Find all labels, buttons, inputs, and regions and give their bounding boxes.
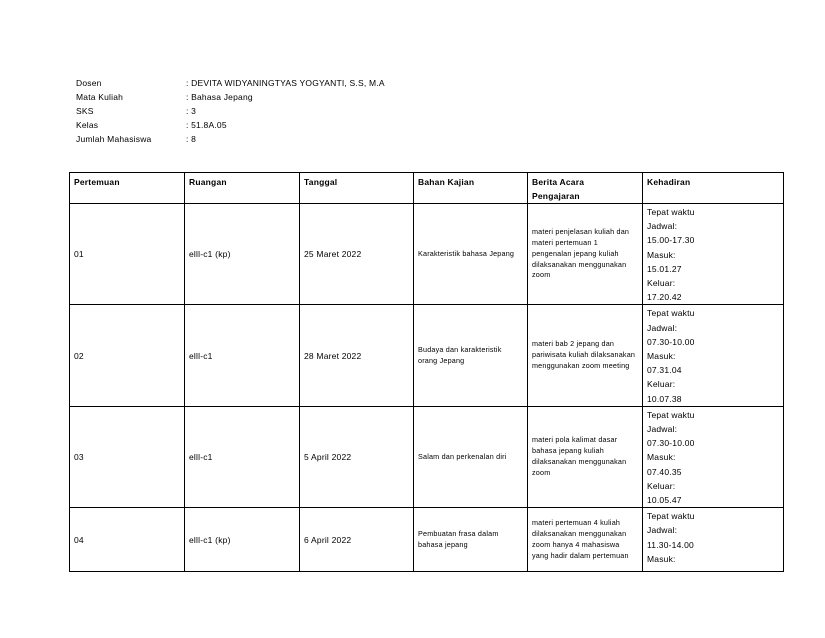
header-pertemuan: Pertemuan xyxy=(70,173,185,204)
info-label: Jumlah Mahasiswa xyxy=(76,134,152,144)
info-row-kelas xyxy=(76,118,385,132)
kehadiran-line: 15.01.27 xyxy=(647,263,682,274)
cell-bahan-kajian: Budaya dan karakteristik orang Jepang xyxy=(414,305,528,406)
berita-text: materi pola kalimat dasar bahasa jepang kuliah dilaksanakan menggunakan zoom xyxy=(532,435,627,477)
cell-kehadiran xyxy=(643,204,784,305)
cell-kehadiran xyxy=(643,305,784,406)
table-row xyxy=(70,508,784,572)
kehadiran-line: 10.07.38 xyxy=(647,393,682,404)
cell-tanggal: 25 Maret 2022 xyxy=(300,204,414,305)
cell-berita-acara xyxy=(528,508,643,572)
info-row-mata-kuliah xyxy=(76,90,385,104)
header-kehadiran: Kehadiran xyxy=(643,173,784,204)
header-berita-line-1: Berita Acara xyxy=(532,177,585,187)
header-berita-acara xyxy=(528,173,643,204)
table-row xyxy=(70,305,784,406)
kehadiran-line: Keluar: xyxy=(647,379,676,390)
kehadiran-line: Jadwal: xyxy=(647,424,678,435)
kehadiran-line: Masuk: xyxy=(647,452,676,463)
kehadiran-line: 07.30-10.00 xyxy=(647,336,695,347)
kehadiran-line: 15.00-17.30 xyxy=(647,235,695,246)
kehadiran-line: Tepat waktu xyxy=(647,409,695,420)
kehadiran-line: 07.40.35 xyxy=(647,466,682,477)
kehadiran-line: Masuk: xyxy=(647,553,676,564)
cell-bahan-kajian: Karakteristik bahasa Jepang xyxy=(414,204,528,305)
kehadiran-line: 11.30-14.00 xyxy=(647,539,694,550)
info-label: Dosen xyxy=(76,78,102,88)
attendance-table xyxy=(69,172,784,572)
info-row-sks xyxy=(76,104,385,118)
berita-text: materi penjelasan kuliah dan materi pertemuan 1 pengenalan jepang kuliah dilaksanakan menggunakan zoom xyxy=(532,227,630,280)
cell-pertemuan: 01 xyxy=(70,204,185,305)
cell-berita-acara xyxy=(528,305,643,406)
cell-bahan-kajian: Pembuatan frasa dalam bahasa jepang xyxy=(414,508,528,572)
info-value: : Bahasa Jepang xyxy=(186,92,253,102)
cell-tanggal: 6 April 2022 xyxy=(300,508,414,572)
table-row xyxy=(70,406,784,507)
info-value: : 8 xyxy=(186,134,197,144)
cell-ruangan: elll-c1 xyxy=(185,406,300,507)
berita-text: materi pertemuan 4 kuliah dilaksanakan menggunakan zoom hanya 4 mahasiswa yang hadir dalam pertemuan xyxy=(532,518,629,560)
header-tanggal: Tanggal xyxy=(300,173,414,204)
berita-text: materi bab 2 jepang dan pariwisata kuliah dilaksanakan menggunakan zoom meeting xyxy=(532,339,636,371)
kehadiran-line: Tepat waktu xyxy=(647,207,695,217)
table-row xyxy=(70,204,784,305)
kehadiran-line: Tepat waktu xyxy=(647,308,695,319)
cell-ruangan: elll-c1 xyxy=(185,305,300,406)
cell-berita-acara xyxy=(528,406,643,507)
cell-kehadiran xyxy=(643,508,784,572)
cell-pertemuan: 03 xyxy=(70,406,185,507)
info-label: SKS xyxy=(76,106,94,116)
kehadiran-line: Masuk: xyxy=(647,249,676,260)
cell-kehadiran xyxy=(643,406,784,507)
kehadiran-line: Jadwal: xyxy=(647,221,678,232)
kehadiran-line: Tepat waktu xyxy=(647,511,695,522)
kehadiran-line: Keluar: xyxy=(647,278,676,289)
table-header-row xyxy=(70,173,784,204)
kehadiran-line: Jadwal: xyxy=(647,322,678,333)
info-row-jumlah-mahasiswa xyxy=(76,132,385,146)
cell-pertemuan: 02 xyxy=(70,305,185,406)
kehadiran-line: 10.05.47 xyxy=(647,495,682,506)
cell-pertemuan: 04 xyxy=(70,508,185,572)
info-label: Kelas xyxy=(76,120,99,130)
course-info xyxy=(76,76,385,146)
info-value: : DEVITA WIDYANINGTYAS YOGYANTI, S.S, M.A xyxy=(186,78,385,88)
cell-berita-acara xyxy=(528,204,643,305)
info-value: : 3 xyxy=(186,106,197,116)
info-label: Mata Kuliah xyxy=(76,92,124,102)
info-value: : 51.8A.05 xyxy=(186,120,227,130)
cell-tanggal: 28 Maret 2022 xyxy=(300,305,414,406)
cell-bahan-kajian: Salam dan perkenalan diri xyxy=(414,406,528,507)
cell-tanggal: 5 April 2022 xyxy=(300,406,414,507)
kehadiran-line: Jadwal: xyxy=(647,525,678,536)
header-bahan-kajian: Bahan Kajian xyxy=(414,173,528,204)
kehadiran-line: Keluar: xyxy=(647,480,676,491)
kehadiran-line: 07.31.04 xyxy=(647,365,682,376)
cell-ruangan: elll-c1 (kp) xyxy=(185,204,300,305)
kehadiran-line: 07.30-10.00 xyxy=(647,438,695,449)
cell-ruangan: elll-c1 (kp) xyxy=(185,508,300,572)
header-berita-line-2: Pengajaran xyxy=(532,191,580,201)
info-row-dosen xyxy=(76,76,385,90)
kehadiran-line: Masuk: xyxy=(647,351,676,362)
kehadiran-line: 17.20.42 xyxy=(647,292,682,303)
header-ruangan: Ruangan xyxy=(185,173,300,204)
